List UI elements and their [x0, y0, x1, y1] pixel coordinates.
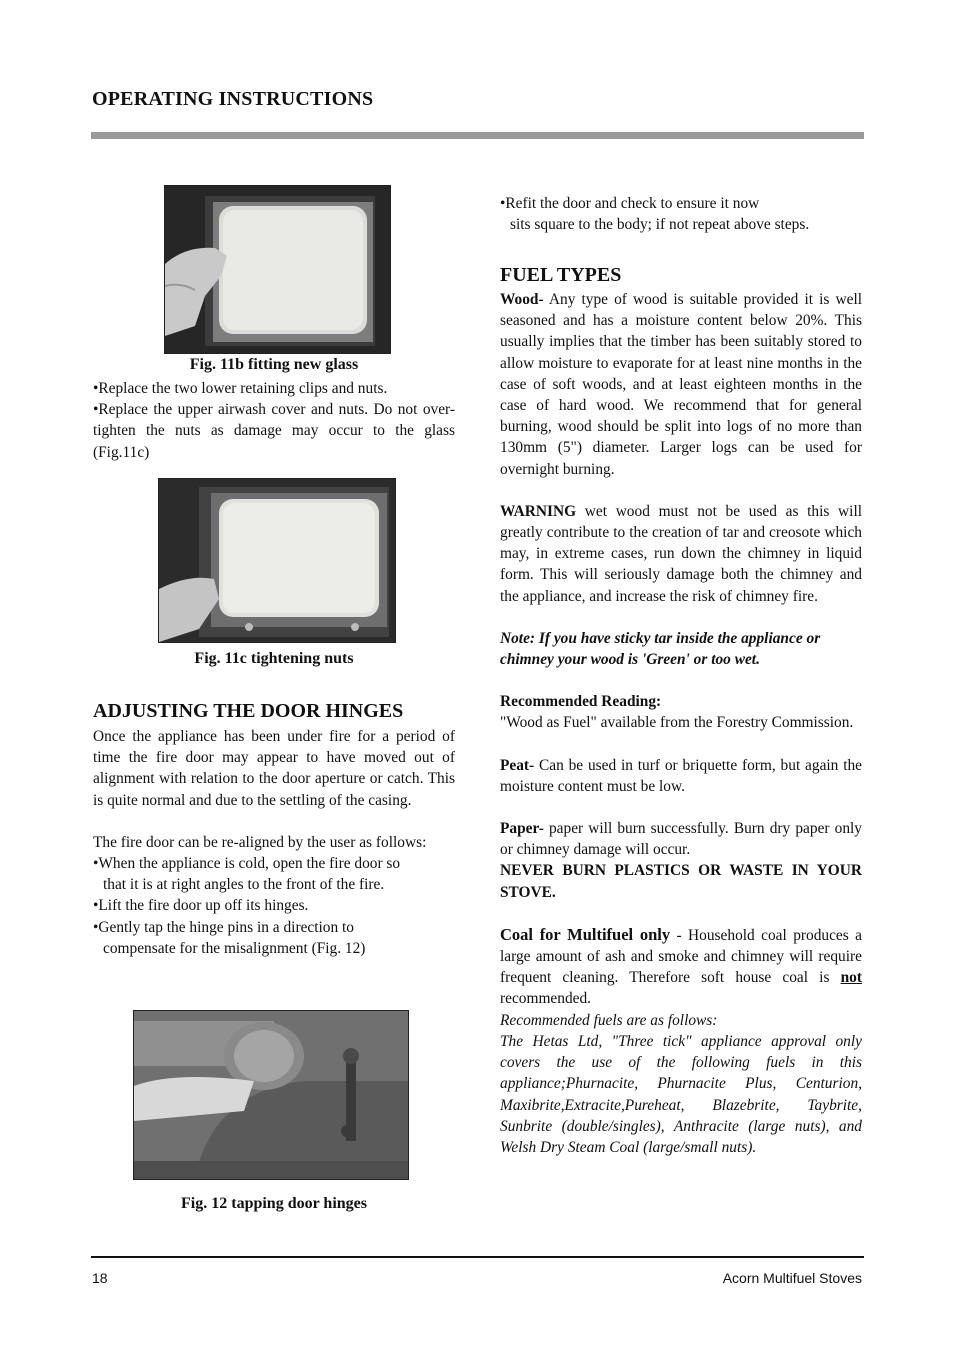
coal-end: recommended.: [500, 990, 592, 1008]
coal-label: Coal for Multifuel only: [500, 924, 671, 944]
header-divider: [91, 132, 864, 139]
hinge-step-1b: that it is at right angles to the front of the fire.: [103, 876, 385, 894]
bullet-upper-airwash: •Replace the upper airwash cover and nuts. Do not over-tighten the nuts as damage may occur to the glass (Fig.11c): [93, 401, 455, 461]
warning-text: wet wood must not be used as this will greatly contribute to the creation of tar and creosote which may, in extreme cases, run down the chimney in liquid form. This will seriously damage both the chimney and the appliance, and increase the risk of chimney fire.: [500, 502, 862, 605]
refit-line-1: •Refit the door and check to ensure it now: [500, 195, 760, 212]
warning-label: WARNING: [500, 502, 577, 520]
coal-paragraph: [500, 924, 862, 1010]
wood-label: Wood-: [500, 291, 544, 308]
page-number: 18: [92, 1270, 108, 1286]
wood-paragraph: [500, 289, 862, 480]
hinge-step-3a: •Gently tap the hinge pins in a direction to: [93, 918, 354, 936]
refit-line-2: sits square to the body; if not repeat above steps.: [510, 216, 810, 234]
hinges-paragraph-2: The fire door can be re-aligned by the user as follows:: [93, 833, 427, 851]
fig12-photo: [133, 1010, 409, 1180]
fig12-caption: Fig. 12 tapping door hinges: [181, 1195, 367, 1212]
hinge-step-2: •Lift the fire door up off its hinges.: [93, 897, 309, 915]
paper-text: paper will burn successfully. Burn dry paper only or chimney damage will occur.: [500, 820, 862, 859]
hinge-step-1a: •When the appliance is cold, open the fire door so: [93, 855, 401, 873]
peat-text: Can be used in turf or briquette form, but again the moisture content must be low.: [500, 756, 862, 795]
fig11c-photo: [158, 478, 396, 643]
footer-divider: [91, 1256, 864, 1258]
warning-paragraph: [500, 501, 862, 607]
coal-text: Household coal produces a large amount of ash and smoke and chimney will require frequent cleaning. Therefore soft house coal is: [500, 926, 862, 987]
peat-paragraph: [500, 755, 862, 797]
hinges-heading: ADJUSTING THE DOOR HINGES: [93, 700, 404, 722]
peat-label: Peat-: [500, 756, 535, 774]
recommended-reading-label: Recommended Reading:: [500, 693, 662, 711]
page-title: OPERATING INSTRUCTIONS: [92, 88, 374, 110]
fig11b-caption: Fig. 11b fitting new glass: [189, 356, 359, 373]
fuel-types-heading: FUEL TYPES: [500, 264, 622, 286]
bullet-lower-clips: •Replace the two lower retaining clips and nuts.: [93, 380, 388, 397]
hinges-paragraph-1: Once the appliance has been under fire for a period of time the fire door may appear to have moved out of alignment with relation to the door aperture or catch. This is quite normal and due to the settling of the casing.: [93, 728, 455, 809]
fig11b-photo: [164, 185, 391, 354]
coal-not: not: [840, 969, 862, 987]
glass-instructions: [93, 378, 455, 463]
hinges-section: [93, 726, 455, 959]
wood-text: Any type of wood is suitable provided it is well seasoned and has a moisture content below 20%. This usually implies that the timber has been suitably stored to allow moisture to evaporate for at least nine months in the case of soft woods, and at least eighteen months in the case of hard wood. We recommend that for general burning, wood should be split into logs of no more than 130mm (5") diameter. Larger logs can be used for overnight burning.: [500, 291, 862, 478]
hetas-approval-text: The Hetas Ltd, "Three tick" appliance approval only covers the use of the following fuels in this appliance;Phurnacite, Phurnacite Plus, Centurion, Maxibrite,Extracite,Pureheat, Blazebrite, Taybrite, Sunbrite (double/singles), Anthracite (large nuts), and Welsh Dry Steam Coal (large/small nuts).: [500, 1032, 862, 1156]
recommended-reading-text: "Wood as Fuel" available from the Forestry Commission.: [500, 714, 854, 732]
never-burn-warning: NEVER BURN PLASTICS OR WASTE IN YOUR STOVE.: [500, 862, 862, 901]
paper-label: Paper-: [500, 820, 544, 838]
recommended-fuels-label: Recommended fuels are as follows:: [500, 1011, 718, 1029]
tar-note: Note: If you have sticky tar inside the appliance or chimney your wood is 'Green' or too wet.: [500, 629, 821, 669]
coal-dash: -: [670, 926, 689, 944]
refit-instruction: [500, 193, 862, 235]
footer-brand: Acorn Multifuel Stoves: [722, 1270, 862, 1286]
hinge-step-3b: compensate for the misalignment (Fig. 12): [103, 939, 366, 957]
fig11c-caption: Fig. 11c tightening nuts: [194, 650, 354, 667]
fuel-types-section: [500, 289, 862, 1158]
paper-paragraph: [500, 818, 862, 860]
